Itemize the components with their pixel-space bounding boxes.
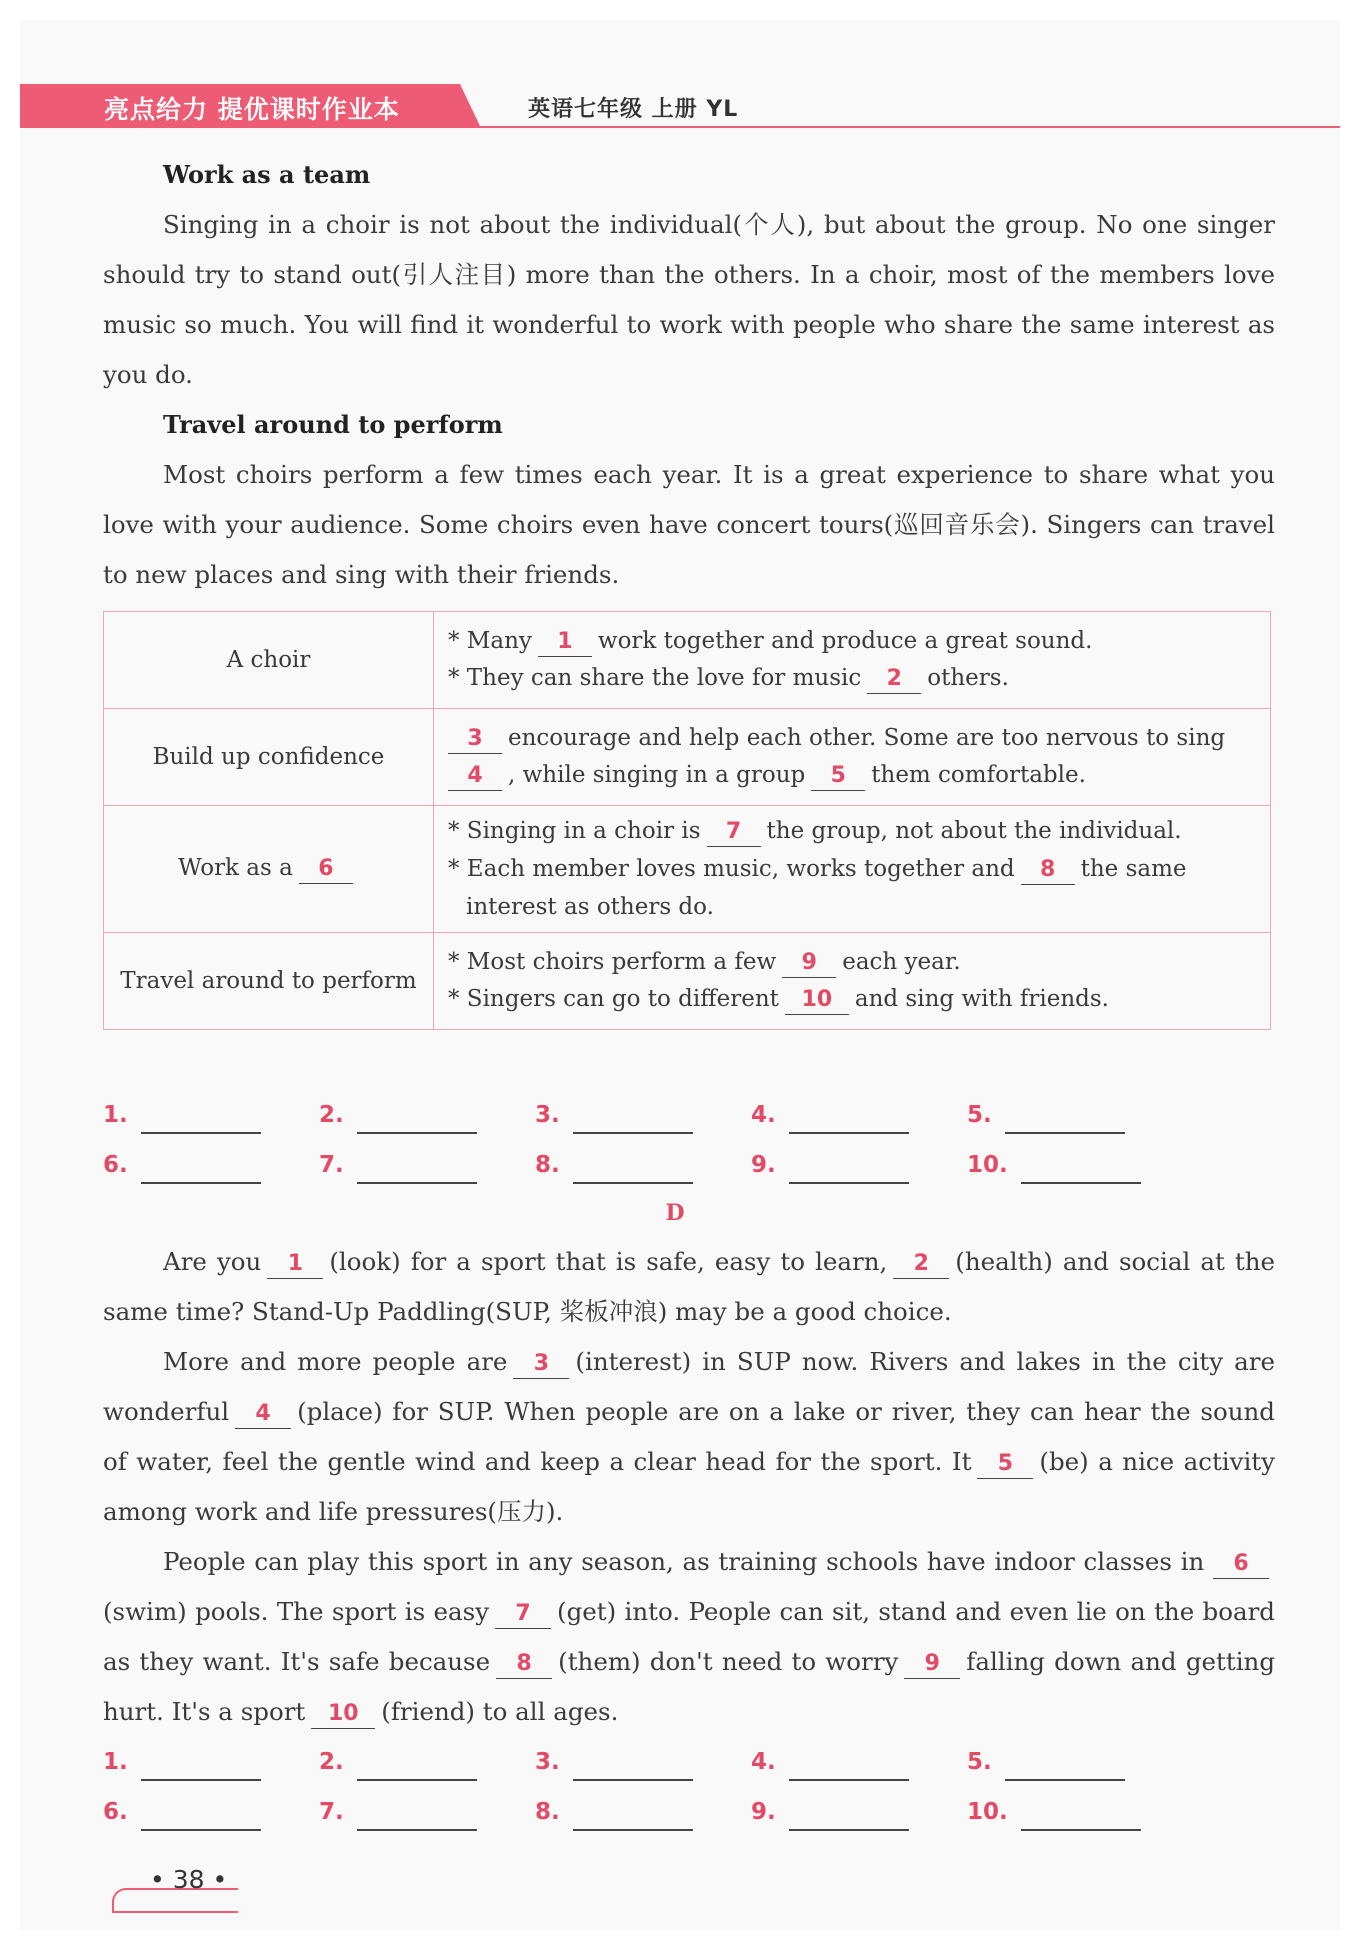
blank[interactable]: 1 [538, 628, 592, 657]
blank[interactable]: 10 [311, 1700, 375, 1729]
row-content: * Singing in a choir is 7 the group, not about the individual. * Each member loves music, works together and 8 the same interest as others do. [434, 806, 1271, 933]
series-title: 亮点给力 提优课时作业本 [104, 95, 400, 124]
table-row [104, 612, 1271, 709]
passage-c [103, 150, 1275, 600]
blank[interactable]: 6 [299, 855, 353, 884]
table-row [104, 709, 1271, 806]
answer-row: 6. 7. 8. 9. 10. [103, 1148, 1275, 1188]
blank[interactable]: 7 [495, 1600, 551, 1629]
blank[interactable]: 1 [267, 1250, 323, 1279]
page-number: • 38 • [150, 1865, 228, 1894]
paragraph-d1: Are you 1 (look) for a sport that is safe, easy to learn, 2 (health) and social at the same time? Stand-Up Paddling(SUP, 桨板冲浪) may be a good choice. [103, 1247, 1275, 1326]
blank[interactable]: 4 [235, 1400, 291, 1429]
answer-row: 1. 2. 3. 4. 5. [103, 1098, 1275, 1138]
blank[interactable]: 5 [977, 1450, 1033, 1479]
paragraph-2: Most choirs perform a few times each year. It is a great experience to share what you love with your audience. Some choirs even have concert tours(巡回音乐会). Singers can travel to new places and sing with their friends. [103, 460, 1275, 589]
row-label: A choir [104, 612, 434, 709]
paragraph-d3: People can play this sport in any season, as training schools have indoor classes in 6(swim) pools. The sport is easy 7 (get) into. People can sit, stand and even lie on the board as they want. It's safe because 8 (them) don't need to worry 9 falling down and getting hurt. It's a sport 10 (friend) to all ages. [103, 1537, 1275, 1737]
blank[interactable]: 10 [785, 986, 849, 1015]
row-content: * Many 1 work together and produce a great sound. * They can share the love for music 2 others. [434, 612, 1271, 709]
blank[interactable]: 2 [867, 665, 921, 694]
answer-row: 1. 2. 3. 4. 5. [103, 1745, 1275, 1785]
passage-d [103, 1237, 1275, 1737]
row-label: Build up confidence [104, 709, 434, 806]
table-row [104, 806, 1271, 933]
row-content: 3 encourage and help each other. Some are too nervous to sing 4 , while singing in a group 5 them comfortable. [434, 709, 1271, 806]
footer-underline [112, 1911, 238, 1913]
blank[interactable]: 8 [1021, 856, 1075, 885]
row-label: Travel around to perform [104, 933, 434, 1030]
blank[interactable]: 4 [448, 762, 502, 791]
row-content: * Most choirs perform a few 9 each year. * Singers can go to different 10 and sing with friends. [434, 933, 1271, 1030]
blank[interactable]: 9 [904, 1650, 960, 1679]
blank[interactable]: 2 [893, 1250, 949, 1279]
section-d-label: D [665, 1200, 685, 1226]
heading-work-as-team: Work as a team [163, 160, 371, 189]
book-title: 英语七年级 上册 YL [528, 97, 739, 122]
blank[interactable]: 9 [782, 949, 836, 978]
blank[interactable]: 3 [513, 1350, 569, 1379]
row-label: Work as a 6 [104, 806, 434, 933]
blank[interactable]: 3 [448, 725, 502, 754]
blank[interactable]: 6 [1213, 1550, 1269, 1579]
blank[interactable]: 8 [496, 1650, 552, 1679]
page-header [20, 84, 1340, 126]
header-divider [20, 126, 1340, 128]
paragraph-d2: More and more people are 3 (interest) in SUP now. Rivers and lakes in the city are wonderful 4 (place) for SUP. When people are on a lake or river, they can hear the sound of water, feel the gentle wind and keep a clear head for the sport. It 5 (be) a nice activity among work and life pressures(压力). [103, 1347, 1276, 1526]
blank[interactable]: 5 [811, 762, 865, 791]
heading-travel: Travel around to perform [163, 410, 503, 439]
paragraph-1: Singing in a choir is not about the individual(个人), but about the group. No one singer should try to stand out(引人注目) more than the others. In a choir, most of the members love music so much. You will find it wonderful to work with people who share the same interest as you do. [103, 210, 1275, 389]
answer-row: 6. 7. 8. 9. 10. [103, 1795, 1275, 1835]
summary-table [103, 611, 1271, 1030]
table-row [104, 933, 1271, 1030]
blank[interactable]: 7 [707, 818, 761, 847]
